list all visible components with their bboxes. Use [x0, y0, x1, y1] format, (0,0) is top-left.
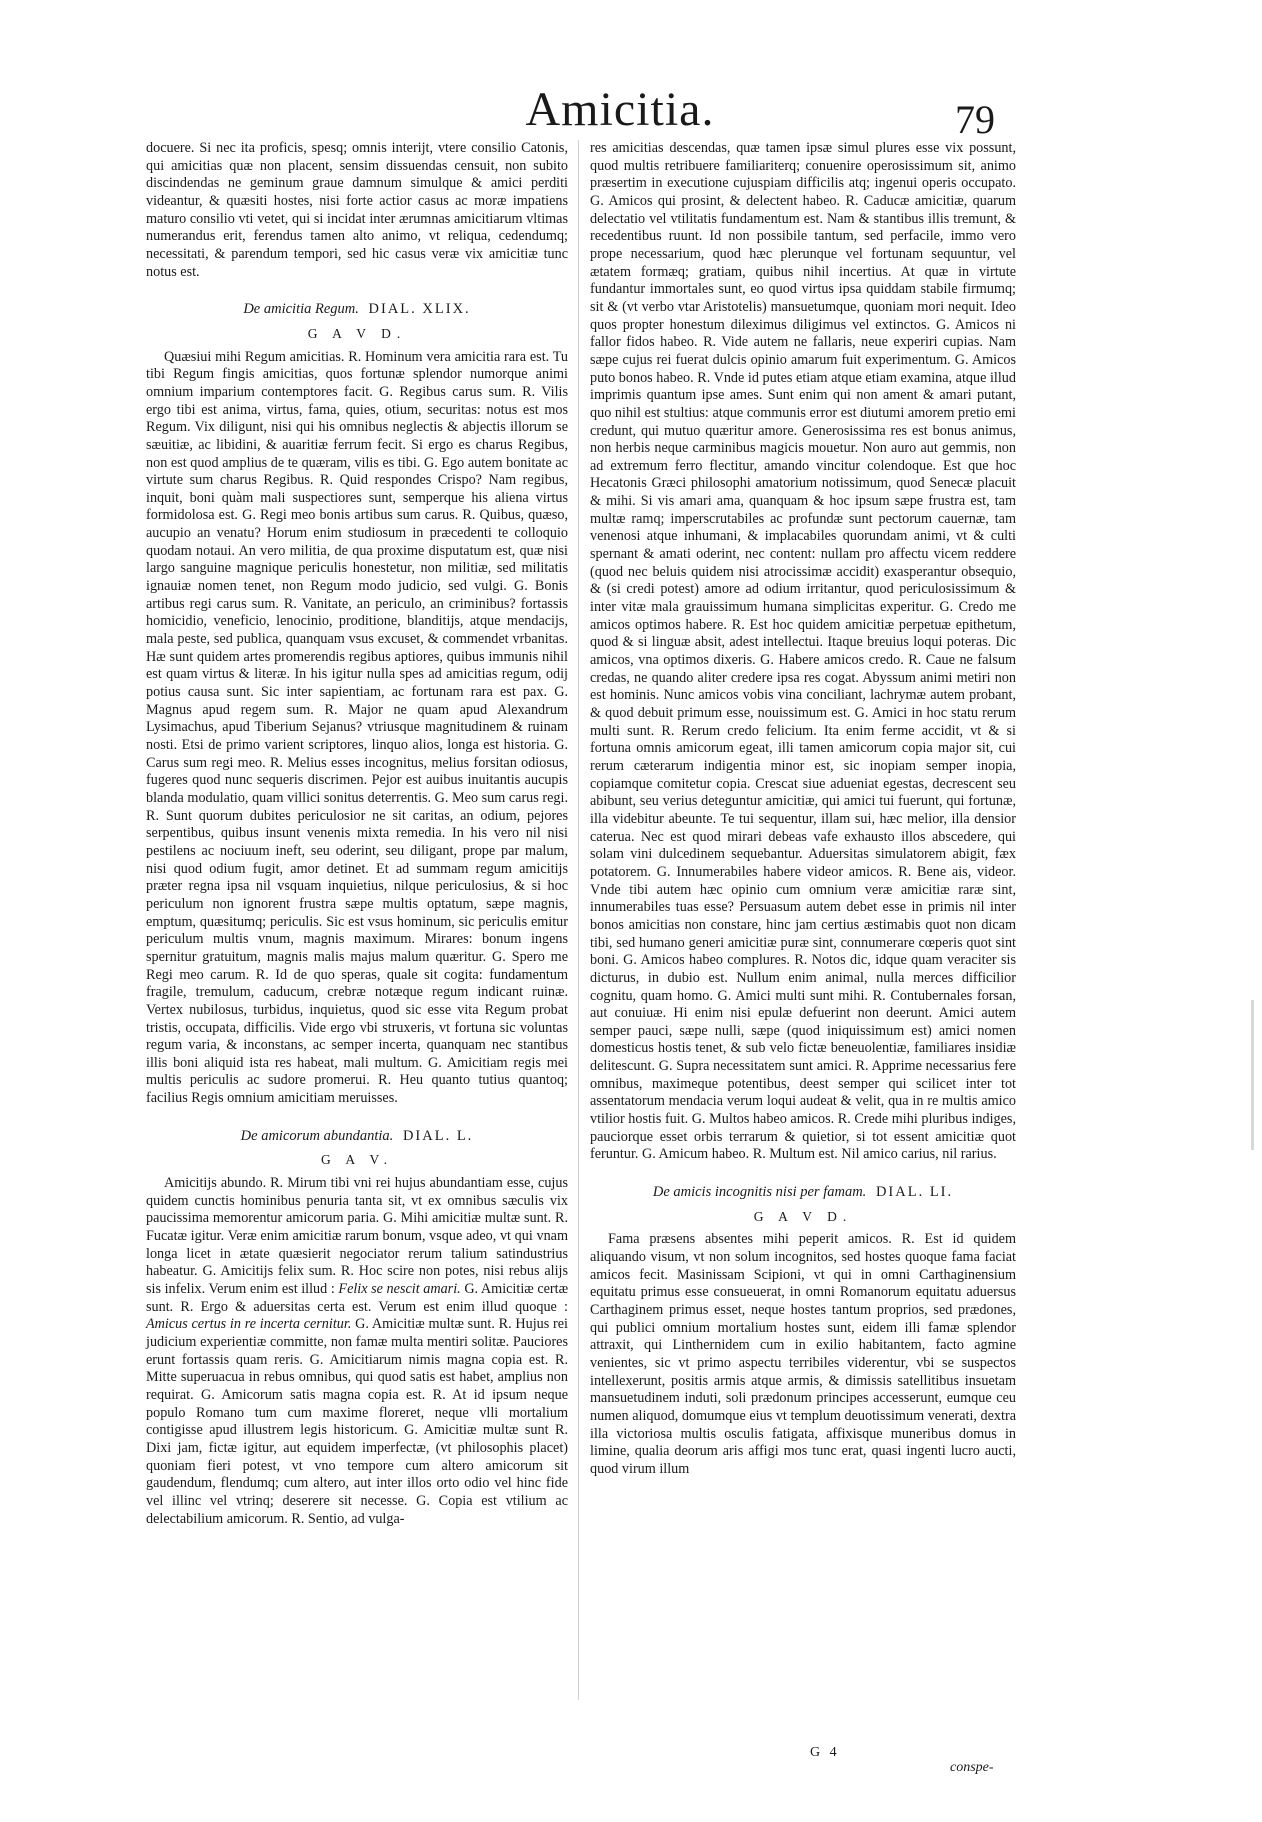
signature-mark: G 4 — [810, 1745, 840, 1760]
speaker-label: G A V. — [321, 1152, 393, 1168]
dialogue-heading-51 — [590, 1184, 1016, 1202]
running-title: Amicitia. — [525, 83, 715, 136]
text-segment: G. Amicitiæ certæ sunt. R. Ergo & aduersitas certa est. Verum est enim illud quoque : — [146, 1281, 569, 1315]
right-column — [590, 140, 1016, 1479]
speaker-label: G A V D. — [307, 325, 407, 341]
page-number: 79 — [955, 97, 995, 142]
dialogue-number: DIAL. XLIX. — [368, 301, 471, 318]
dialogue-title: De amicis incognitis nisi per famam. — [652, 1184, 867, 1201]
quotation: Amicus certus in re incerta cernitur. — [146, 1316, 352, 1333]
column-divider — [578, 140, 579, 1700]
dialogue-heading-50 — [146, 1128, 568, 1146]
dialogue-text — [146, 1175, 568, 1528]
text-segment: Amicitijs abundo. R. Mirum tibi vni rei hujus abundantiam esse, cujus quidem cunctis hominibus penuria tanta sit, vt ex omnibus sæculis vix paucissima memorentur amicorum paria. G. Mihi amicitiæ multæ sunt. R. Fucatæ igitur. Veræ enim amicitiæ rarum bonum, vsque adeo, vt qui vnam longa licet in ætate quæsierit negociator rerum talium satindustrius habeatur. G. Amicitijs felix sum. R. Hoc scire non potes, nisi rebus alijs sis infelix. Verum enim est illud : — [146, 1175, 568, 1298]
dialogue-number: DIAL. LI. — [875, 1184, 954, 1201]
continued-paragraph: docuere. Si nec ita proficis, spesq; omnis interijt, vtere consilio Catonis, qui amicitias quæ non placent, sensim dissuendas censuit, non subito discindendas ne geminum graue damnum simulque & amici perditi videantur, & quæsiti hostes, nisi forte actior casus ac moræ impatiens maturo consilio vti vetet, qui si incidat inter ærumnas amicitiarum vltimas numerandus erit, ferendus tamen alto animo, vt reliqua, cedendumq; necessitati, & parendum tempori, sed hic casus veræ vix amicitiæ tunc notus est. — [146, 140, 568, 280]
dialogue-text: Fama præsens absentes mihi peperit amicos. R. Est id quidem aliquando visum, vt non solum incognitos, sed hostes quoque fama faciat amicos fecit. Masinissam Scipioni, vt qui in omni Carthaginensium equitatu primus esse consueuerat, in omni Romanorum equitatu aduersus Carthaginem primus esset, neque hostes tantum proprios, sed prædones, qui publici omnium mortalium hostes sunt, eidem illi famæ splendor attraxit, qui Linthernidem cum in exilio habitantem, facto agmine venientes, sic vt primo aspectu terribiles viderentur, vbi se suspectos intellexerunt, positis armis atque armis, & dimissis satellitibus insuetam mansuetudinem induti, soli prædonum principes accesserunt, eumque ceu numen aliquod, domumque eius vt templum deuotissimum venerati, dextra illa victoriosa multis osculis fatigata, affixisque muneribus domus in limine, qualia deorum aris affigi mos tunc erat, quasi ingenti lucro aucti, quod virum illum — [590, 1231, 1016, 1477]
dialogue-title: De amicorum abundantia. — [240, 1127, 394, 1144]
catchword: conspe- — [950, 1760, 994, 1775]
scan-edge-shadow — [1251, 1000, 1254, 1150]
left-column — [146, 140, 568, 1528]
quotation: Felix se nescit amari. — [338, 1281, 461, 1298]
text-segment: G. Amicitiæ multæ sunt. R. Hujus rei judicium experientiæ committe, non famæ multa mentiri solitæ. Pauciores erunt fortassis quam reris. G. Amicitiarum nimis magna copia est. R. Mitte superuacua in rebus omnibus, qui quod satis est habet, amplius non requirat. G. Amicorum satis magna copia est. R. At id ipsum neque populo Romano tum cum maxime floreret, neque vlli mortalium contigisse apud illustrem legis historicum. G. Amicitiæ multæ sunt R. Dixi jam, fictæ igitur, aut equidem imperfectæ, (vt philosophis placet) quoniam fieri potest, vt vno tempore cum altero amicorum sit gaudendum, flendumq; cum altero, aut inter illos orto odio vel hinc fide vel illinc vel vtrinq; deserere sit necesse. G. Copia est vtilium ac delectabilium amicorum. R. Sentio, ad vulga- — [146, 1316, 568, 1527]
speaker-label: G A V D. — [753, 1208, 853, 1224]
dialogue-text: Quæsiui mihi Regum amicitias. R. Hominum vera amicitia rara est. Tu tibi Regum fingis amicitias, quos fortunæ splendor numorque animi omnium imparium contemptores facit. G. Regibus carus sum. R. Vilis ergo tibi est anima, virtus, fama, quies, otium, securitas: notus est mos Regum. Vix diligunt, nisi qui his omnibus neglectis & abjectis illorum se sæuitiæ, ac libidini, & auaritiæ ferrum fecit. Si ergo es charus Regibus, non est quod amplius de te quæram, vilis es tibi. G. Ego autem bonitate ac virtute sum charus Regibus. R. Quid respondes Crispo? Nam regibus, inquit, boni quàm mali suspectiores sunt, semperque his aliena virtus formidolosa est. G. Regi meo bonis artibus sum carus. R. Quibus, quæso, aucupio an venatu? Horum enim studiosum in præcedenti te colloquio quodam notaui. An vero militia, de qua proxime disputatum est, quæ nisi largo sanguine magnique periculis honestetur, non militiæ, sed militatis ignauiæ nomen tenet, non Regum modo judicio, sed vulgi. G. Bonis artibus regi carus sum. R. Vanitate, an periculo, an criminibus? fortassis homicidio, veneficio, lenocinio, proditione, blanditijs, atque mendacijs, mala peste, sed publica, quanquam vsus excuset, & commendet vrbanitas. Hæ sunt quidem artes promerendis regibus aptiores, quibus immunis nihil est quam virtus & literæ. In his igitur nulla spes ad amicitias regum, odij potius causa sunt. Sic inter sapientiam, ac fortunam rara est pax. G. Magnus apud regem sum. R. Major ne quam apud Alexandrum Lysimachus, apud Tiberium Sejanus? vtriusque magnitudinem & ruinam nosti. Etsi de primo varient scriptores, linquo alios, longa est historia. G. Carus sum regi meo. R. Melius esses incognitus, melius forsitan odiosus, fugeres quod nunc sequeris discrimen. Pejor est auibus inuitantis aucupis blanda modulatio, quam villici sonitus deterrentis. G. Meo sum carus regi. R. Sunt quorum dubites periculosior ne sit caritas, an odium, pejores serpentibus, quibus insunt venenis mixta remedia. In his vero nil nisi pestilens ac nociuum ineft, seu oderint, seu diligant, prope par malum, nisi quod odium fugit, amor detinet. Et ad summam regum amicitijs præter regna ipsa nil vsquam inquietius, nilque periculosius, & si hoc periculum non ignorent frustra sæpe multis optatum, sæpe magnis, emptum, quæsitumq; periculis. Sic est vsus hominum, sic periculis emitur periculum multis vnum, magnis maximum. Mirares: bonum ingens spernitur gratuitum, magnis malis majus malum quæritur. G. Spero me Regi meo carum. R. Id de quo speras, quale sit cogita: fundamentum fragile, tremulum, caducum, crebræ notæque regum indicant ruinæ. Vertex nubilosus, turbidus, inquietus, quod sic esse vita Regum probat tristis, occupata, difficilis. Vide ergo vbi struxeris, vt fortuna sic voluntas regum varia, & inconstans, ac semper incerta, quanquam nec stantibus illis boni aliquid ista res habeat, mali multum. G. Amicitiam regis mei multis periculis ac sudore promerui. R. Heu quanto tutius quantoq; facilius Regis omnium amicitiam meruisses. — [146, 348, 568, 1107]
continued-paragraph: res amicitias descendas, quæ tamen ipsæ simul plures esse vix possunt, quod multis retribuere familiariterq; conuenire operosissimum sit, animo præsertim in executione cujuspiam difficilis atq; ingenui operis occupato. G. Amicos qui prosint, & delectent habeo. R. Caducæ amicitiæ, quarum delectatio vel vtilitatis fundamentum est. Nam & stantibus illis tremunt, & recedentibus ruunt. Id non possibile tantum, sed perfacile, immo vero prope necessarium, quod hæc plerunque vel fortunam sequuntur, vel ætatem formæq; gratiam, quibus nihil incertius. At quæ in virtute fundantur immortales sunt, eo quod virtus ipsa quiddam stabile firmumq; sit & (vt verbo vtar Aristotelis) mansuetumque, quoniam mori nequit. Ideo quos propter honestum dileximus diligimus vel extinctos. G. Amicos ni fallor fidos habeo. R. Vide autem ne fallaris, neue experiri cupias. Nam sæpe cujus rei fuerat dulcis opinio amarum fuit experimentum. G. Amicos puto bonos habeo. R. Vnde id putes etiam atque etiam examina, atque illud imprimis quantum ipse ames. Sunt enim qui non ament & amari putant, quo nihil est stultius: atque communis error est diutumi amorem pretio emi credunt, qui mutuo quæritur amore. Generosissima res est bonus animus, non herbis neque carminibus magicis mouetur. Non auro aut gemmis, non ad extremum ferro flectitur, amando vincitur colendoque. Est que hoc Hecatonis Græci philosophi amatorium notissimum, quod Senecæ placuit & mihi. Si vis amari ama, quanquam & hoc ipsum sæpe frustra est, tam multæ ramq; imperscrutabiles ac profundæ sunt pectorum cauernæ, tam venenosi atque inhumani, & implacabiles quorundam animi, vt & culti spernant & amati oderint, nec content: nullam pro affectu vicem reddere (quod nec beluis quidem nisi atrocissimæ accidit) exasperantur obsequio, & (si credi potest) amore ad odium irritantur, quod periculosissimum & inter vitæ mala grauissimum humana simplicitas experitur. G. Credo me amicos optimos habere. R. Est hoc quidem amicitiæ perpetuæ epithetum, quod & si linguæ absit, adest intellectui. Itaque breuius loqui poteras. Dic amicos, vna optimos dixeris. G. Habere amicos credo. R. Caue ne falsum credas, ne quando aliter credere ipsa res cogat. Abyssum animi metiri non est hominis. Nunc amicos vobis vina conciliant, lachrymæ autem probant, & quod debuit primum esse, nouissimum est. G. Amici in hoc statu rerum multi sunt. R. Rerum credo felicium. Ita enim ferme accidit, vt & si fortuna omnis amicorum egeat, illi tamen amicorum copia major sit, cui rerum cæterarum indigentia minor est, sic inopiam semper inopia, copiamque comitetur copia. Crescat siue adueniat egestas, decrescent seu abibunt, seu verius deteguntur amicitiæ, qui amici tui fuerunt, qui fortunæ, illa videbitur abeunte. Te tui sequentur, illam sui, hæc melior, illa densior caterua. Nec est quod mirari debeas vafe exhausto illos abscedere, qui solam vini dulcedinem sequebantur. Aduersitas simulatorem abigit, fæx potatorem. G. Innumerabiles habere videor amicos. R. Bene ais, videor. Vnde tibi autem hæc opinio cum omnium veræ amicitiæ raræ sint, innumerabiles tuas esse? Persuasum autem debet esse in primis nil inter bonos amicitias non constare, hinc jam certius æstimabis quot non dicam tibi, sed humano generi amicitiæ puræ sint, connumerare cœperis quot sint boni. G. Amicos habeo complures. R. Notos dic, idque quam veraciter sis dicturus, in dubio est. Nullum enim animal, nulla merces difficilior cognitu, quam homo. G. Amici multi sunt mihi. R. Contubernales forsan, aut conuiuæ. Hi enim nisi epulæ defuerint non deerunt. Amici autem semper pauci, sæpe nulli, sæpe (quod iniquissimum est) amici nomen domesticus hostis tenet, & sub velo fictæ beneuolentiæ, familiares insidiæ delitescunt. G. Supra necessitatem sunt amici. R. Apprime necessarius fere omnibus, maximeque potentibus, deest semper qui scilicet inter tot assentatorum mendacia verum loqui audeat & velit, qua in re multis amico vtilior hostis fuit. G. Multos habeo amicos. R. Crede mihi pluribus indiges, pauciorque esset orbis terrarum & quietior, si tot essent amicitiæ quot feruntur. G. Amicum habeo. R. Multum est. Nil amico carius, nil rarius. — [590, 140, 1016, 1163]
dialogue-title: De amicitia Regum. — [243, 301, 359, 318]
dialogue-number: DIAL. L. — [402, 1127, 474, 1144]
dialogue-heading-49 — [146, 301, 568, 319]
